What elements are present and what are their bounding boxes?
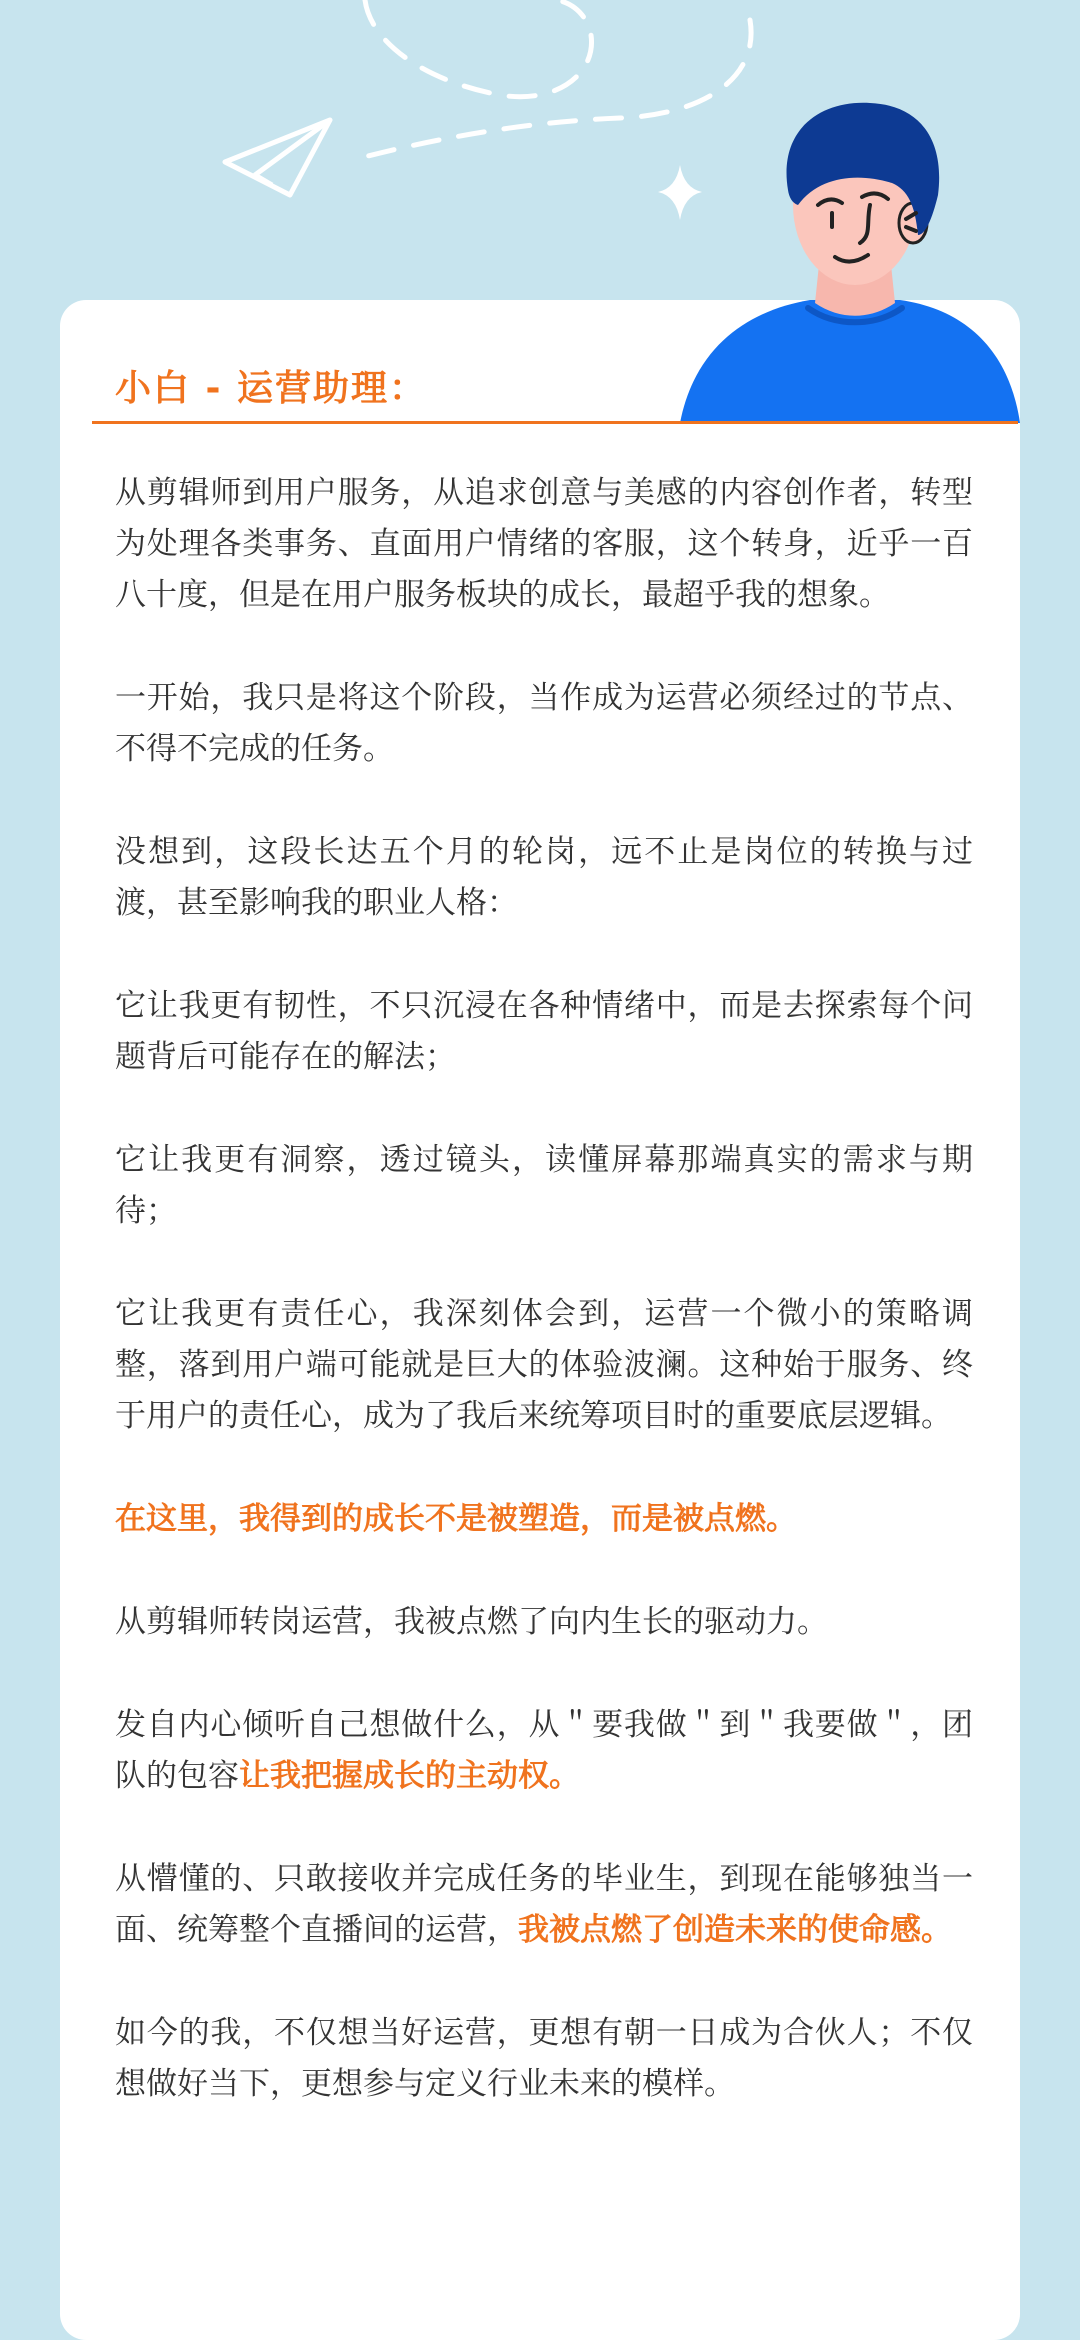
paragraph: 它让我更有洞察，透过镜头，读懂屏幕那端真实的需求与期待； [115, 1142, 973, 1229]
paragraph: 从剪辑师转岗运营，我被点燃了向内生长的驱动力。 [115, 1604, 828, 1640]
highlight-phrase: 让我把握成长的主动权。 [239, 1758, 580, 1794]
highlight-sentence: 在这里，我得到的成长不是被塑造，而是被点燃。 [115, 1501, 797, 1537]
avatar-illustration [670, 95, 1030, 425]
paragraph: 从剪辑师到用户服务，从追求创意与美感的内容创作者，转型为处理各类事务、直面用户情绪的客服，这个转身，近乎一百八十度，但是在用户服务板块的成长，最超乎我的想象。 [115, 475, 973, 613]
paragraph: 没想到，这段长达五个月的轮岗，远不止是岗位的转换与过渡，甚至影响我的职业人格： [115, 834, 973, 921]
avatar-shirt [680, 300, 1020, 423]
highlight-phrase: 我被点燃了创造未来的使命感。 [518, 1912, 952, 1948]
paragraph [115, 1854, 973, 1956]
paragraph: 它让我更有韧性，不只沉浸在各种情绪中，而是去探索每个问题背后可能存在的解法； [115, 988, 973, 1075]
title-underline [92, 421, 1018, 424]
paragraph-text: 从懵懂的、只敢接收并完成任务的毕业生，到现在能够独当一面、统筹整个直播间的运营， [115, 1861, 973, 1948]
article-body [115, 468, 973, 2162]
paper-plane-icon [225, 120, 330, 195]
paragraph: 一开始，我只是将这个阶段，当作成为运营必须经过的节点、不得不完成的任务。 [115, 680, 973, 767]
paragraph [115, 1700, 973, 1802]
paragraph: 如今的我，不仅想当好运营，更想有朝一日成为合伙人；不仅想做好当下，更想参与定义行业未来的模样。 [115, 2015, 973, 2102]
paragraph: 它让我更有责任心，我深刻体会到，运营一个微小的策略调整，落到用户端可能就是巨大的体验波澜。这种始于服务、终于用户的责任心，成为了我后来统筹项目时的重要底层逻辑。 [115, 1296, 973, 1434]
section-title: 小白 - 运营助理： [115, 368, 428, 409]
paragraph-text: 发自内心倾听自己想做什么，从＂要我做＂到＂我要做＂，团队的包容 [115, 1707, 973, 1794]
